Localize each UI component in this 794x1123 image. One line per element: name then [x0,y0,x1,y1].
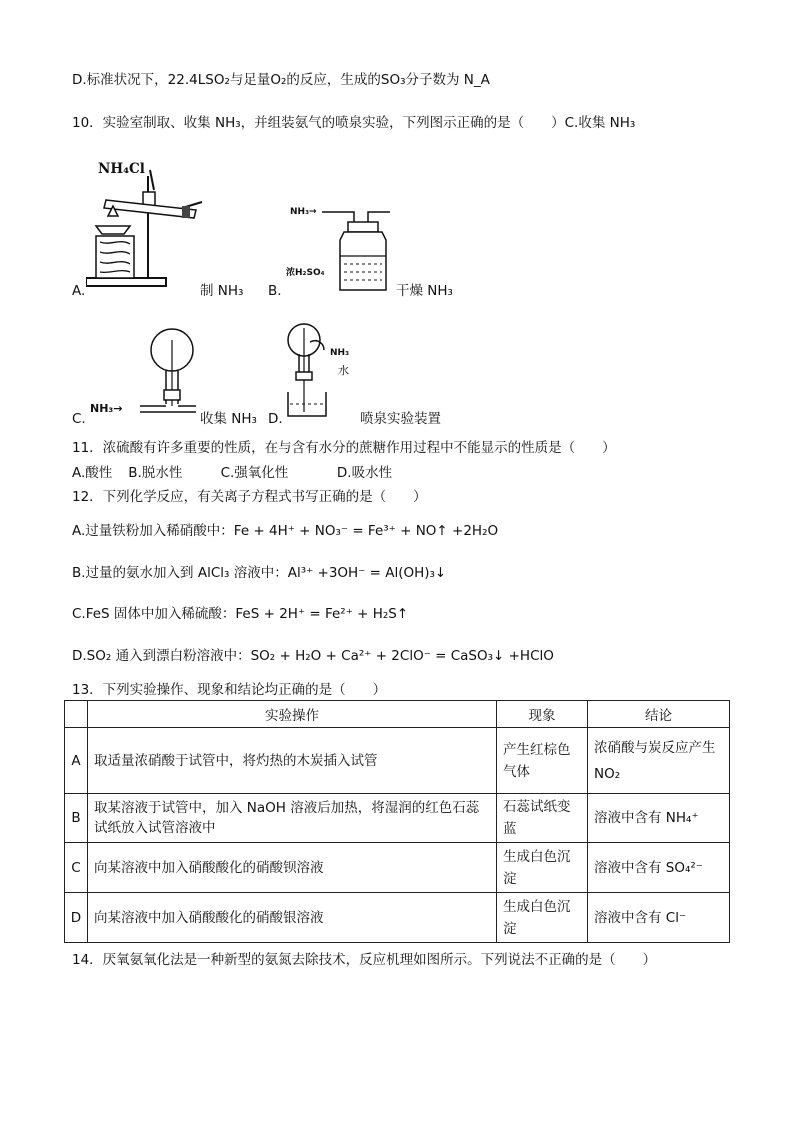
q12-option-a: A.过量铁粉加入稀硝酸中：Fe + 4H⁺ + NO₃⁻ = Fe³⁺ + NO↑ +2H₂O [72,523,499,539]
q9-option-d: D.标准状况下，22.4LSO₂与足量O₂的反应，生成的SO₃分子数为 N_A [72,72,490,88]
q10-option-d-letter: D. [268,411,283,427]
row-key: A [65,728,88,794]
experiment-table [64,700,730,943]
q12-option-d: D.SO₂ 通入到漂白粉溶液中：SO₂ + H₂O + Ca²⁺ + 2ClO⁻ = CaSO₃↓ +HClO [72,648,554,664]
figure-c-collection-flask [110,326,200,416]
row-conclusion: 溶液中含有 Cl⁻ [588,893,730,943]
q14-stem: 14．厌氧氨氧化法是一种新型的氨氮去除技术，反应机理如图所示。下列说法不正确的是（ ） [72,952,657,968]
row-phenomenon: 石蕊试纸变蓝 [497,794,588,843]
row-operation: 向某溶液中加入硝酸酸化的硝酸银溶液 [88,893,497,943]
row-key: C [65,843,88,893]
figure-d-fountain-apparatus [284,320,364,420]
row-conclusion: 浓硝酸与炭反应产生 NO₂ [588,728,730,794]
q12-option-c: C.FeS 固体中加入稀硫酸：FeS + 2H⁺ = Fe²⁺ + H₂S↑ [72,606,409,622]
figure-c-inlet-label: NH₃→ [90,402,123,415]
table-header-conclusion: 结论 [588,701,730,728]
figure-d-nh3-label: NH₃ [330,348,350,358]
row-key: D [65,893,88,943]
q10-option-a-letter: A. [72,283,86,299]
table-header-key [65,701,88,728]
q12-option-b: B.过量的氨水加入到 AlCl₃ 溶液中：Al³⁺ +3OH⁻ = Al(OH)₃↓ [72,565,447,581]
table-header-phenomenon: 现象 [497,701,588,728]
row-phenomenon: 产生红棕色气体 [497,728,588,794]
q11-options [72,463,392,483]
figure-b-inlet-label: NH₃→ [290,207,317,217]
q11-option-a: A.酸性 [72,465,113,481]
table-header-row [65,701,730,728]
table-header-operation: 实验操作 [88,701,497,728]
q12-stem: 12．下列化学反应，有关离子方程式书写正确的是（ ） [72,489,427,505]
q10-option-c-caption: 收集 NH₃ [200,411,257,427]
q11-stem: 11．浓硫酸有许多重要的性质，在与含有水分的蔗糖作用过程中不能显示的性质是（ ） [72,440,616,456]
q11-option-c: C.强氧化性 [220,465,289,481]
q11-option-b: B.脱水性 [128,465,183,481]
row-phenomenon: 生成白色沉淀 [497,843,588,893]
figure-a-label: NH₄Cl [98,161,145,177]
q13-stem: 13．下列实验操作、现象和结论均正确的是（ ） [72,682,387,698]
q11-option-d: D.吸水性 [336,465,393,481]
row-key: B [65,794,88,843]
q10-option-a-caption: 制 NH₃ [200,283,244,299]
table-row [65,794,730,843]
q10-stem: 10．实验室制取、收集 NH₃，并组装氨气的喷泉实验，下列图示正确的是（ ）C.收集 NH₃ [72,115,636,131]
table-row [65,728,730,794]
q10-option-c-letter: C. [72,411,86,427]
row-phenomenon: 生成白色沉淀 [497,893,588,943]
q10-option-b-caption: 干燥 NH₃ [396,283,453,299]
figure-d-water-label: 水 [338,364,349,377]
table-row [65,843,730,893]
row-conclusion: 溶液中含有 NH₄⁺ [588,794,730,843]
figure-b-acid-label: 浓H₂SO₄ [286,268,325,278]
row-operation: 取适量浓硝酸于试管中，将灼热的木炭插入试管 [88,728,497,794]
row-operation: 向某溶液中加入硝酸酸化的硝酸钡溶液 [88,843,497,893]
row-operation: 取某溶液于试管中，加入 NaOH 溶液后加热，将湿润的红色石蕊试纸放入试管溶液中 [88,794,497,843]
table-row [65,893,730,943]
q10-option-b-letter: B. [268,283,282,299]
row-conclusion: 溶液中含有 SO₄²⁻ [588,843,730,893]
q10-option-d-caption: 喷泉实验装置 [360,411,441,427]
